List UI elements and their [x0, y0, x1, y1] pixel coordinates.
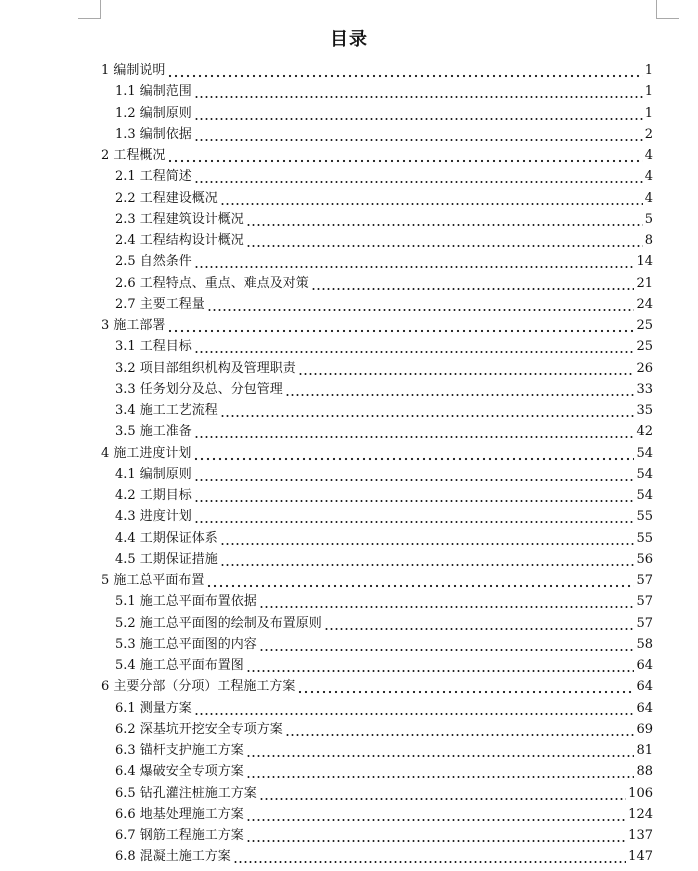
toc-leader-dots — [194, 336, 635, 357]
toc-entry-label: 6.4 爆破安全专项方案 — [115, 764, 244, 780]
toc-leader-dots — [246, 804, 626, 825]
toc-page-number: 81 — [636, 743, 653, 758]
toc-page-number: 64 — [636, 679, 653, 695]
toc-entry-label: 6.6 地基处理施工方案 — [115, 806, 244, 822]
toc-section-entry[interactable] — [115, 719, 653, 740]
toc-entry-label: 1.2 编制原则 — [115, 105, 192, 121]
toc-section-entry[interactable] — [115, 188, 653, 209]
toc-leader-dots — [285, 719, 635, 740]
toc-page-number: 5 — [644, 211, 653, 227]
toc-leader-dots — [206, 570, 634, 591]
toc-section-entry[interactable] — [115, 421, 653, 442]
toc-page-number: 33 — [636, 381, 653, 397]
toc-page-number: 64 — [636, 658, 653, 673]
toc-page-number: 25 — [636, 339, 653, 355]
toc-entry-label: 6.7 钢筋工程施工方案 — [115, 828, 244, 843]
toc-leader-dots — [194, 698, 635, 719]
toc-leader-dots — [194, 166, 643, 187]
toc-leader-dots — [193, 443, 634, 464]
toc-entry-label: 6.8 混凝土施工方案 — [115, 849, 231, 865]
toc-entry-label: 4.3 进度计划 — [115, 509, 192, 525]
toc-entry-label: 5.4 施工总平面布置图 — [115, 658, 244, 673]
toc-page-number: 124 — [628, 806, 653, 822]
toc-leader-dots — [246, 655, 635, 676]
toc-entry-label: 6.2 深基坑开挖安全专项方案 — [115, 721, 283, 737]
toc-page-number: 1 — [644, 84, 653, 100]
toc-leader-dots — [324, 613, 635, 634]
toc-leader-dots — [207, 294, 635, 315]
toc-page-number: 137 — [628, 828, 653, 843]
toc-page-number: 55 — [636, 509, 653, 525]
toc-entry-label: 2.6 工程特点、重点、难点及对策 — [115, 275, 309, 291]
toc-page-number: 58 — [636, 636, 653, 652]
toc-leader-dots — [246, 825, 626, 846]
toc-section-entry[interactable] — [115, 251, 653, 272]
toc-leader-dots — [194, 485, 635, 506]
toc-chapter-entry[interactable] — [101, 443, 653, 464]
toc-page-number: 64 — [636, 700, 653, 716]
toc-page-number: 54 — [636, 466, 653, 482]
toc-entry-label: 6.1 测量方案 — [115, 700, 192, 716]
toc-page-number: 69 — [636, 721, 653, 737]
toc-page-number: 55 — [636, 530, 653, 546]
toc-entry-label: 2.3 工程建筑设计概况 — [115, 211, 244, 227]
toc-entry-label: 2.1 工程简述 — [115, 169, 192, 185]
toc-leader-dots — [194, 124, 643, 145]
toc-page-number: 4 — [644, 190, 653, 206]
toc-chapter-entry[interactable] — [101, 145, 653, 166]
toc-entry-label: 3.5 施工准备 — [115, 424, 192, 440]
toc-leader-dots — [298, 358, 635, 379]
toc-leader-dots — [194, 103, 643, 124]
toc-entry-label: 1.1 编制范围 — [115, 84, 192, 100]
toc-section-entry[interactable] — [115, 294, 653, 315]
toc-entry-label: 6 主要分部（分项）工程施工方案 — [101, 679, 296, 695]
toc-chapter-entry[interactable] — [101, 676, 653, 697]
toc-section-entry[interactable] — [115, 81, 653, 102]
toc-leader-dots — [246, 761, 635, 782]
toc-page-number: 24 — [636, 296, 653, 312]
toc-entry-label: 4 施工进度计划 — [101, 445, 192, 461]
toc-leader-dots — [194, 81, 643, 102]
toc-entry-label: 2.2 工程建设概况 — [115, 190, 218, 206]
toc-entry-label: 3.1 工程目标 — [115, 339, 192, 355]
toc-page-number: 14 — [636, 254, 653, 270]
toc-page-number: 2 — [644, 126, 653, 142]
toc-entry-label: 4.1 编制原则 — [115, 466, 192, 482]
toc-section-entry[interactable] — [115, 209, 653, 230]
toc-section-entry[interactable] — [115, 230, 653, 251]
toc-entry-label: 4.2 工期目标 — [115, 488, 192, 503]
toc-leader-dots — [311, 273, 635, 294]
toc-leader-dots — [194, 251, 635, 272]
toc-page-number: 1 — [644, 105, 653, 121]
toc-section-entry[interactable] — [115, 655, 653, 676]
toc-section-entry[interactable] — [115, 358, 653, 379]
toc-leader-dots — [220, 188, 643, 209]
toc-section-entry[interactable] — [115, 379, 653, 400]
toc-leader-dots — [167, 145, 642, 166]
toc-entry-label: 1 编制说明 — [101, 63, 166, 78]
toc-page-number: 1 — [644, 63, 653, 78]
toc-entry-label: 3.3 任务划分及总、分包管理 — [115, 381, 283, 397]
toc-section-entry[interactable] — [115, 336, 653, 357]
toc-leader-dots — [259, 591, 635, 612]
toc-page-number: 25 — [636, 318, 653, 333]
toc-page-number: 4 — [644, 148, 653, 163]
toc-page-number: 106 — [628, 785, 653, 801]
toc-page-number: 88 — [636, 764, 653, 780]
toc-page-number: 8 — [644, 233, 653, 248]
toc-entry-label: 3.2 项目部组织机构及管理职责 — [115, 360, 296, 376]
toc-chapter-entry[interactable] — [101, 315, 653, 336]
toc-section-entry[interactable] — [115, 464, 653, 485]
toc-leader-dots — [259, 783, 626, 804]
toc-leader-dots — [285, 379, 635, 400]
toc-section-entry[interactable] — [115, 166, 653, 187]
toc-section-entry[interactable] — [115, 528, 653, 549]
toc-page-number: 57 — [636, 615, 653, 631]
toc-leader-dots — [167, 60, 642, 81]
toc-section-entry[interactable] — [115, 506, 653, 527]
toc-page-number: 4 — [644, 169, 653, 185]
toc-entry-label: 3 施工部署 — [101, 318, 166, 333]
toc-page-number: 147 — [628, 849, 653, 865]
crop-mark-top-right — [656, 0, 679, 19]
toc-title: 目录 — [330, 29, 368, 50]
toc-leader-dots — [246, 230, 643, 251]
toc-page-number: 35 — [636, 403, 653, 418]
toc-section-entry[interactable] — [115, 103, 653, 124]
toc-entry-label: 6.3 锚杆支护施工方案 — [115, 743, 244, 758]
toc-entry-label: 2.5 自然条件 — [115, 254, 192, 270]
toc-section-entry[interactable] — [115, 613, 653, 634]
toc-section-entry[interactable] — [115, 804, 653, 825]
toc-page-number: 56 — [636, 551, 653, 567]
toc-entry-label: 2.7 主要工程量 — [115, 296, 205, 312]
toc-page-number: 26 — [636, 360, 653, 376]
toc-entry-label: 1.3 编制依据 — [115, 126, 192, 142]
toc-page-number: 54 — [636, 445, 653, 461]
toc-section-entry[interactable] — [115, 591, 653, 612]
toc-entry-label: 3.4 施工工艺流程 — [115, 403, 218, 418]
toc-entry-label: 4.4 工期保证体系 — [115, 530, 218, 546]
toc-section-entry[interactable] — [115, 400, 653, 421]
toc-leader-dots — [246, 209, 643, 230]
toc-section-entry[interactable] — [115, 485, 653, 506]
toc-entry-label: 5 施工总平面布置 — [101, 573, 205, 588]
toc-page-number: 57 — [636, 573, 653, 588]
toc-section-entry[interactable] — [115, 761, 653, 782]
crop-mark-top-left — [78, 0, 101, 19]
toc-section-entry[interactable] — [115, 783, 653, 804]
toc-section-entry[interactable] — [115, 740, 653, 761]
toc-page-number: 21 — [636, 275, 653, 291]
toc-section-entry[interactable] — [115, 825, 653, 846]
toc-section-entry[interactable] — [115, 273, 653, 294]
toc-leader-dots — [194, 464, 635, 485]
toc-section-entry[interactable] — [115, 549, 653, 570]
toc-page-number: 42 — [636, 424, 653, 440]
toc-leader-dots — [220, 400, 635, 421]
toc-leader-dots — [259, 634, 635, 655]
toc-chapter-entry[interactable] — [101, 60, 653, 81]
toc-section-entry[interactable] — [115, 634, 653, 655]
toc-chapter-entry[interactable] — [101, 570, 653, 591]
toc-section-entry[interactable] — [115, 124, 653, 145]
toc-entry-label: 2 工程概况 — [101, 148, 166, 163]
toc-entry-label: 5.1 施工总平面布置依据 — [115, 594, 257, 610]
toc-leader-dots — [233, 846, 626, 867]
toc-leader-dots — [194, 506, 635, 527]
toc-page-number: 54 — [636, 488, 653, 503]
toc-leader-dots — [246, 740, 635, 761]
toc-entry-label: 5.3 施工总平面图的内容 — [115, 636, 257, 652]
toc-page-number: 57 — [636, 594, 653, 610]
toc-entry-label: 6.5 钻孔灌注桩施工方案 — [115, 785, 257, 801]
toc-leader-dots — [194, 421, 635, 442]
toc-leader-dots — [220, 528, 635, 549]
toc-section-entry[interactable] — [115, 846, 653, 867]
toc-leader-dots — [167, 315, 634, 336]
toc-entry-label: 2.4 工程结构设计概况 — [115, 233, 244, 248]
toc-section-entry[interactable] — [115, 698, 653, 719]
toc-entry-label: 4.5 工期保证措施 — [115, 551, 218, 567]
toc-leader-dots — [297, 676, 634, 697]
toc-entry-label: 5.2 施工总平面图的绘制及布置原则 — [115, 615, 322, 631]
toc-leader-dots — [220, 549, 635, 570]
